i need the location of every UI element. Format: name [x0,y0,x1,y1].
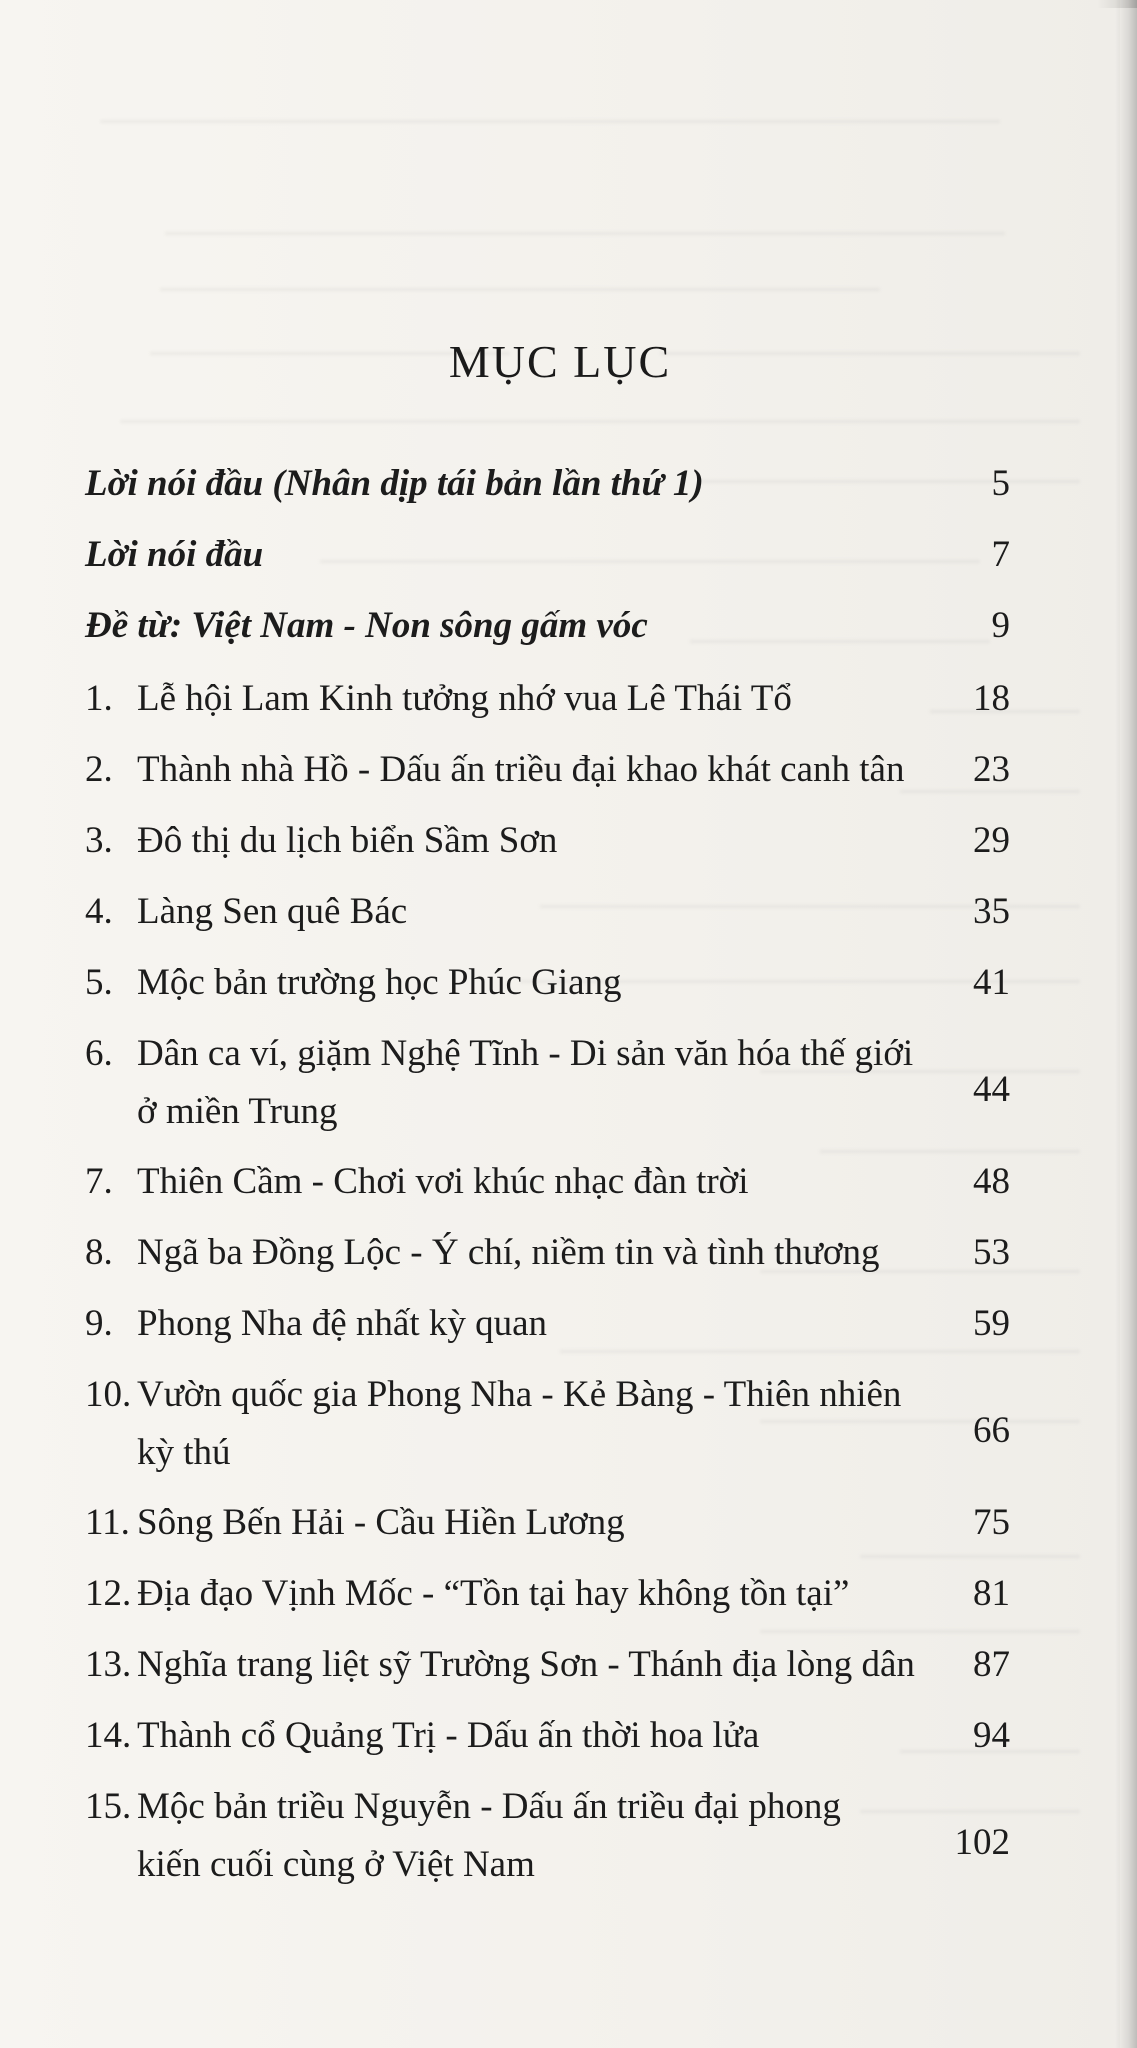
toc-entry-title: Địa đạo Vịnh Mốc - “Tồn tại hay không tồn tại” [137,1573,850,1614]
toc-entry-title: Làng Sen quê Bác [137,891,408,932]
toc-entry-title: Thiên Cầm - Chơi vơi khúc nhạc đàn trời [137,1161,749,1202]
page-number: 48 [973,1161,1010,1202]
page-number: 75 [973,1502,1010,1543]
toc-entry-number: 13. [85,1644,132,1685]
toc-entry-title: Nghĩa trang liệt sỹ Trường Sơn - Thánh địa lòng dân [137,1644,915,1685]
page-number: 7 [991,534,1010,575]
page-number: 35 [973,891,1010,932]
toc-entry-title: Sông Bến Hải - Cầu Hiền Lương [137,1502,625,1543]
toc-entry-title: Lời nói đầu (Nhân dịp tái bản lần thứ 1) [85,463,704,504]
toc-entry-number: 11. [85,1502,130,1543]
toc-entry-number: 10. [85,1374,132,1415]
toc-entry-title: Mộc bản trường học Phúc Giang [137,962,622,1003]
page-number: 94 [973,1715,1010,1756]
toc-entry-title: Phong Nha đệ nhất kỳ quan [137,1303,548,1344]
toc-entry-title: Dân ca ví, giặm Nghệ Tĩnh - Di sản văn hóa thế giới [137,1033,914,1074]
page-number: 23 [973,749,1010,790]
toc-entry-number: 1. [85,678,113,719]
page-number: 53 [973,1232,1010,1273]
page-number: 5 [991,463,1010,504]
page-number: 81 [973,1573,1010,1614]
toc-entry-title: Thành nhà Hồ - Dấu ấn triều đại khao khát canh tân [137,749,905,790]
toc-entry-title: Vườn quốc gia Phong Nha - Kẻ Bàng - Thiên nhiên [137,1374,902,1415]
toc-entry-number: 5. [85,962,113,1003]
page-number: 9 [991,605,1010,646]
toc-entry-title: Mộc bản triều Nguyễn - Dấu ấn triều đại phong [137,1786,841,1827]
page-number: 29 [973,820,1010,861]
page-number: 66 [973,1409,1010,1451]
page-number: 41 [973,962,1010,1003]
toc-entry-title: kiến cuối cùng ở Việt Nam [137,1844,535,1885]
page-number: 44 [973,1068,1010,1110]
page-title: MỤC LỤC [448,336,672,387]
toc-entry-title: kỳ thú [137,1432,231,1473]
page-number: 102 [954,1821,1010,1863]
toc-entry-number: 4. [85,891,113,932]
toc-entry-number: 15. [85,1786,132,1827]
page-number: 18 [973,678,1010,719]
toc-entry-number: 9. [85,1303,113,1344]
toc-entry-title: Đề từ: Việt Nam - Non sông gấm vóc [85,605,648,646]
toc-entry-title: Lời nói đầu [85,534,264,575]
toc-entry-title: Lễ hội Lam Kinh tưởng nhớ vua Lê Thái Tổ [137,678,792,719]
toc-entry-number: 6. [85,1033,113,1074]
toc-entry-title: Thành cổ Quảng Trị - Dấu ấn thời hoa lửa [137,1715,760,1756]
toc-entry-title: Đô thị du lịch biển Sầm Sơn [137,820,558,861]
page-number: 59 [973,1303,1010,1344]
toc-entry-number: 8. [85,1232,113,1273]
toc-entry-number: 7. [85,1161,113,1202]
toc-entry-number: 2. [85,749,113,790]
toc-entry-title: Ngã ba Đồng Lộc - Ý chí, niềm tin và tình thương [137,1232,880,1273]
page-number: 87 [973,1644,1010,1685]
toc-entry-title: ở miền Trung [137,1091,338,1132]
toc-entry-number: 12. [85,1573,132,1614]
toc-entry-number: 14. [85,1715,132,1756]
toc-entry-number: 3. [85,820,113,861]
